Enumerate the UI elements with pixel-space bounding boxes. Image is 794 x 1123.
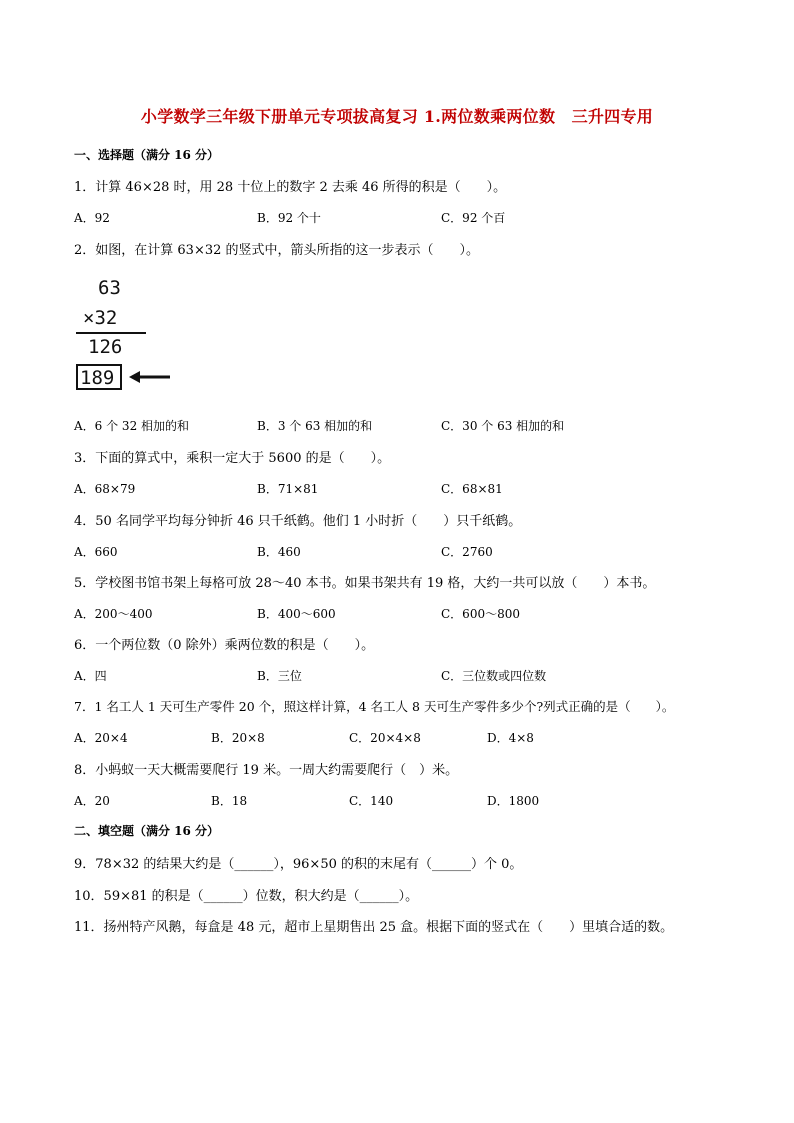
question-7-option-d[interactable]: D．4×8: [487, 731, 534, 745]
question-5-option-b[interactable]: B．400～600: [257, 607, 336, 621]
question-1-stem: 1．计算 46×28 时，用 28 十位上的数字 2 去乘 46 所得的积是（ ）。: [74, 180, 507, 195]
arrow-left-icon: [129, 371, 170, 383]
question-6-option-b[interactable]: B．三位: [257, 669, 302, 683]
question-10-stem: 10．59×81 的积是（______）位数，积大约是（______）。: [74, 889, 419, 904]
question-7-option-c[interactable]: C．20×4×8: [349, 731, 421, 745]
question-4-stem: 4．50 名同学平均每分钟折 46 只千纸鹤。他们 1 小时折（ ）只千纸鹤。: [74, 514, 522, 529]
question-5-stem: 5．学校图书馆书架上每格可放 28～40 本书。如果书架共有 19 格，大约一共可以放（ ）本书。: [74, 576, 656, 591]
question-8-option-b[interactable]: B．18: [211, 794, 248, 808]
figure-partial-product-1: 126: [88, 336, 123, 358]
question-1-option-c[interactable]: C．92 个百: [441, 211, 506, 225]
question-6-stem: 6．一个两位数（0 除外）乘两位数的积是（ ）。: [74, 638, 375, 653]
question-4-option-b[interactable]: B．460: [257, 545, 301, 559]
vertical-multiplication-figure: [74, 272, 184, 404]
question-5-option-c[interactable]: C．600～800: [441, 607, 520, 621]
question-7-stem: 7．1 名工人 1 天可生产零件 20 个，照这样计算，4 名工人 8 天可生产零件多少个?列式正确的是（ ）。: [74, 699, 675, 714]
question-8-option-d[interactable]: D．1800: [487, 794, 540, 808]
section-heading-fill-in: 二、填空题（满分 16 分）: [74, 824, 220, 838]
question-7-option-a[interactable]: A．20×4: [74, 731, 128, 745]
question-3-option-b[interactable]: B．71×81: [257, 482, 319, 496]
question-6-option-c[interactable]: C．三位数或四位数: [441, 669, 547, 683]
question-3-option-c[interactable]: C．68×81: [441, 482, 503, 496]
question-1-option-b[interactable]: B．92 个十: [257, 211, 321, 225]
question-7-option-b[interactable]: B．20×8: [211, 731, 265, 745]
question-2-stem: 2．如图，在计算 63×32 的竖式中，箭头所指的这一步表示（ ）。: [74, 243, 480, 258]
vertical-multiplication-svg: [74, 272, 184, 404]
question-5-option-a[interactable]: A．200～400: [74, 607, 153, 621]
question-11-stem: 11．扬州特产风鹅，每盒是 48 元，超市上星期售出 25 盒。根据下面的竖式在（ ）里填合适的数。: [74, 920, 674, 935]
figure-multiplier: ×32: [83, 307, 118, 329]
question-4-option-c[interactable]: C．2760: [441, 545, 493, 559]
section-heading-choice: 一、选择题（满分 16 分）: [74, 148, 220, 162]
question-8-option-c[interactable]: C．140: [349, 794, 394, 808]
question-4-option-a[interactable]: A．660: [74, 545, 118, 559]
question-6-option-a[interactable]: A．四: [74, 669, 107, 683]
question-3-stem: 3．下面的算式中，乘积一定大于 5600 的是（ ）。: [74, 451, 391, 466]
question-2-option-a[interactable]: A．6 个 32 相加的和: [74, 419, 190, 433]
question-2-option-c[interactable]: C．30 个 63 相加的和: [441, 419, 565, 433]
question-8-option-a[interactable]: A．20: [74, 794, 110, 808]
question-1-option-a[interactable]: A．92: [74, 211, 110, 225]
figure-partial-product-2: 189: [80, 367, 115, 389]
question-9-stem: 9．78×32 的结果大约是（______），96×50 的积的末尾有（______）个 0。: [74, 857, 523, 872]
figure-multiplicand: 63: [98, 277, 121, 299]
question-2-option-b[interactable]: B．3 个 63 相加的和: [257, 419, 373, 433]
question-3-option-a[interactable]: A．68×79: [74, 482, 136, 496]
page-title: 小学数学三年级下册单元专项拔高复习 1.两位数乘两位数 三升四专用: [140, 107, 654, 126]
question-8-stem: 8．小蚂蚁一天大概需要爬行 19 米。一周大约需要爬行（ ）米。: [74, 763, 459, 778]
